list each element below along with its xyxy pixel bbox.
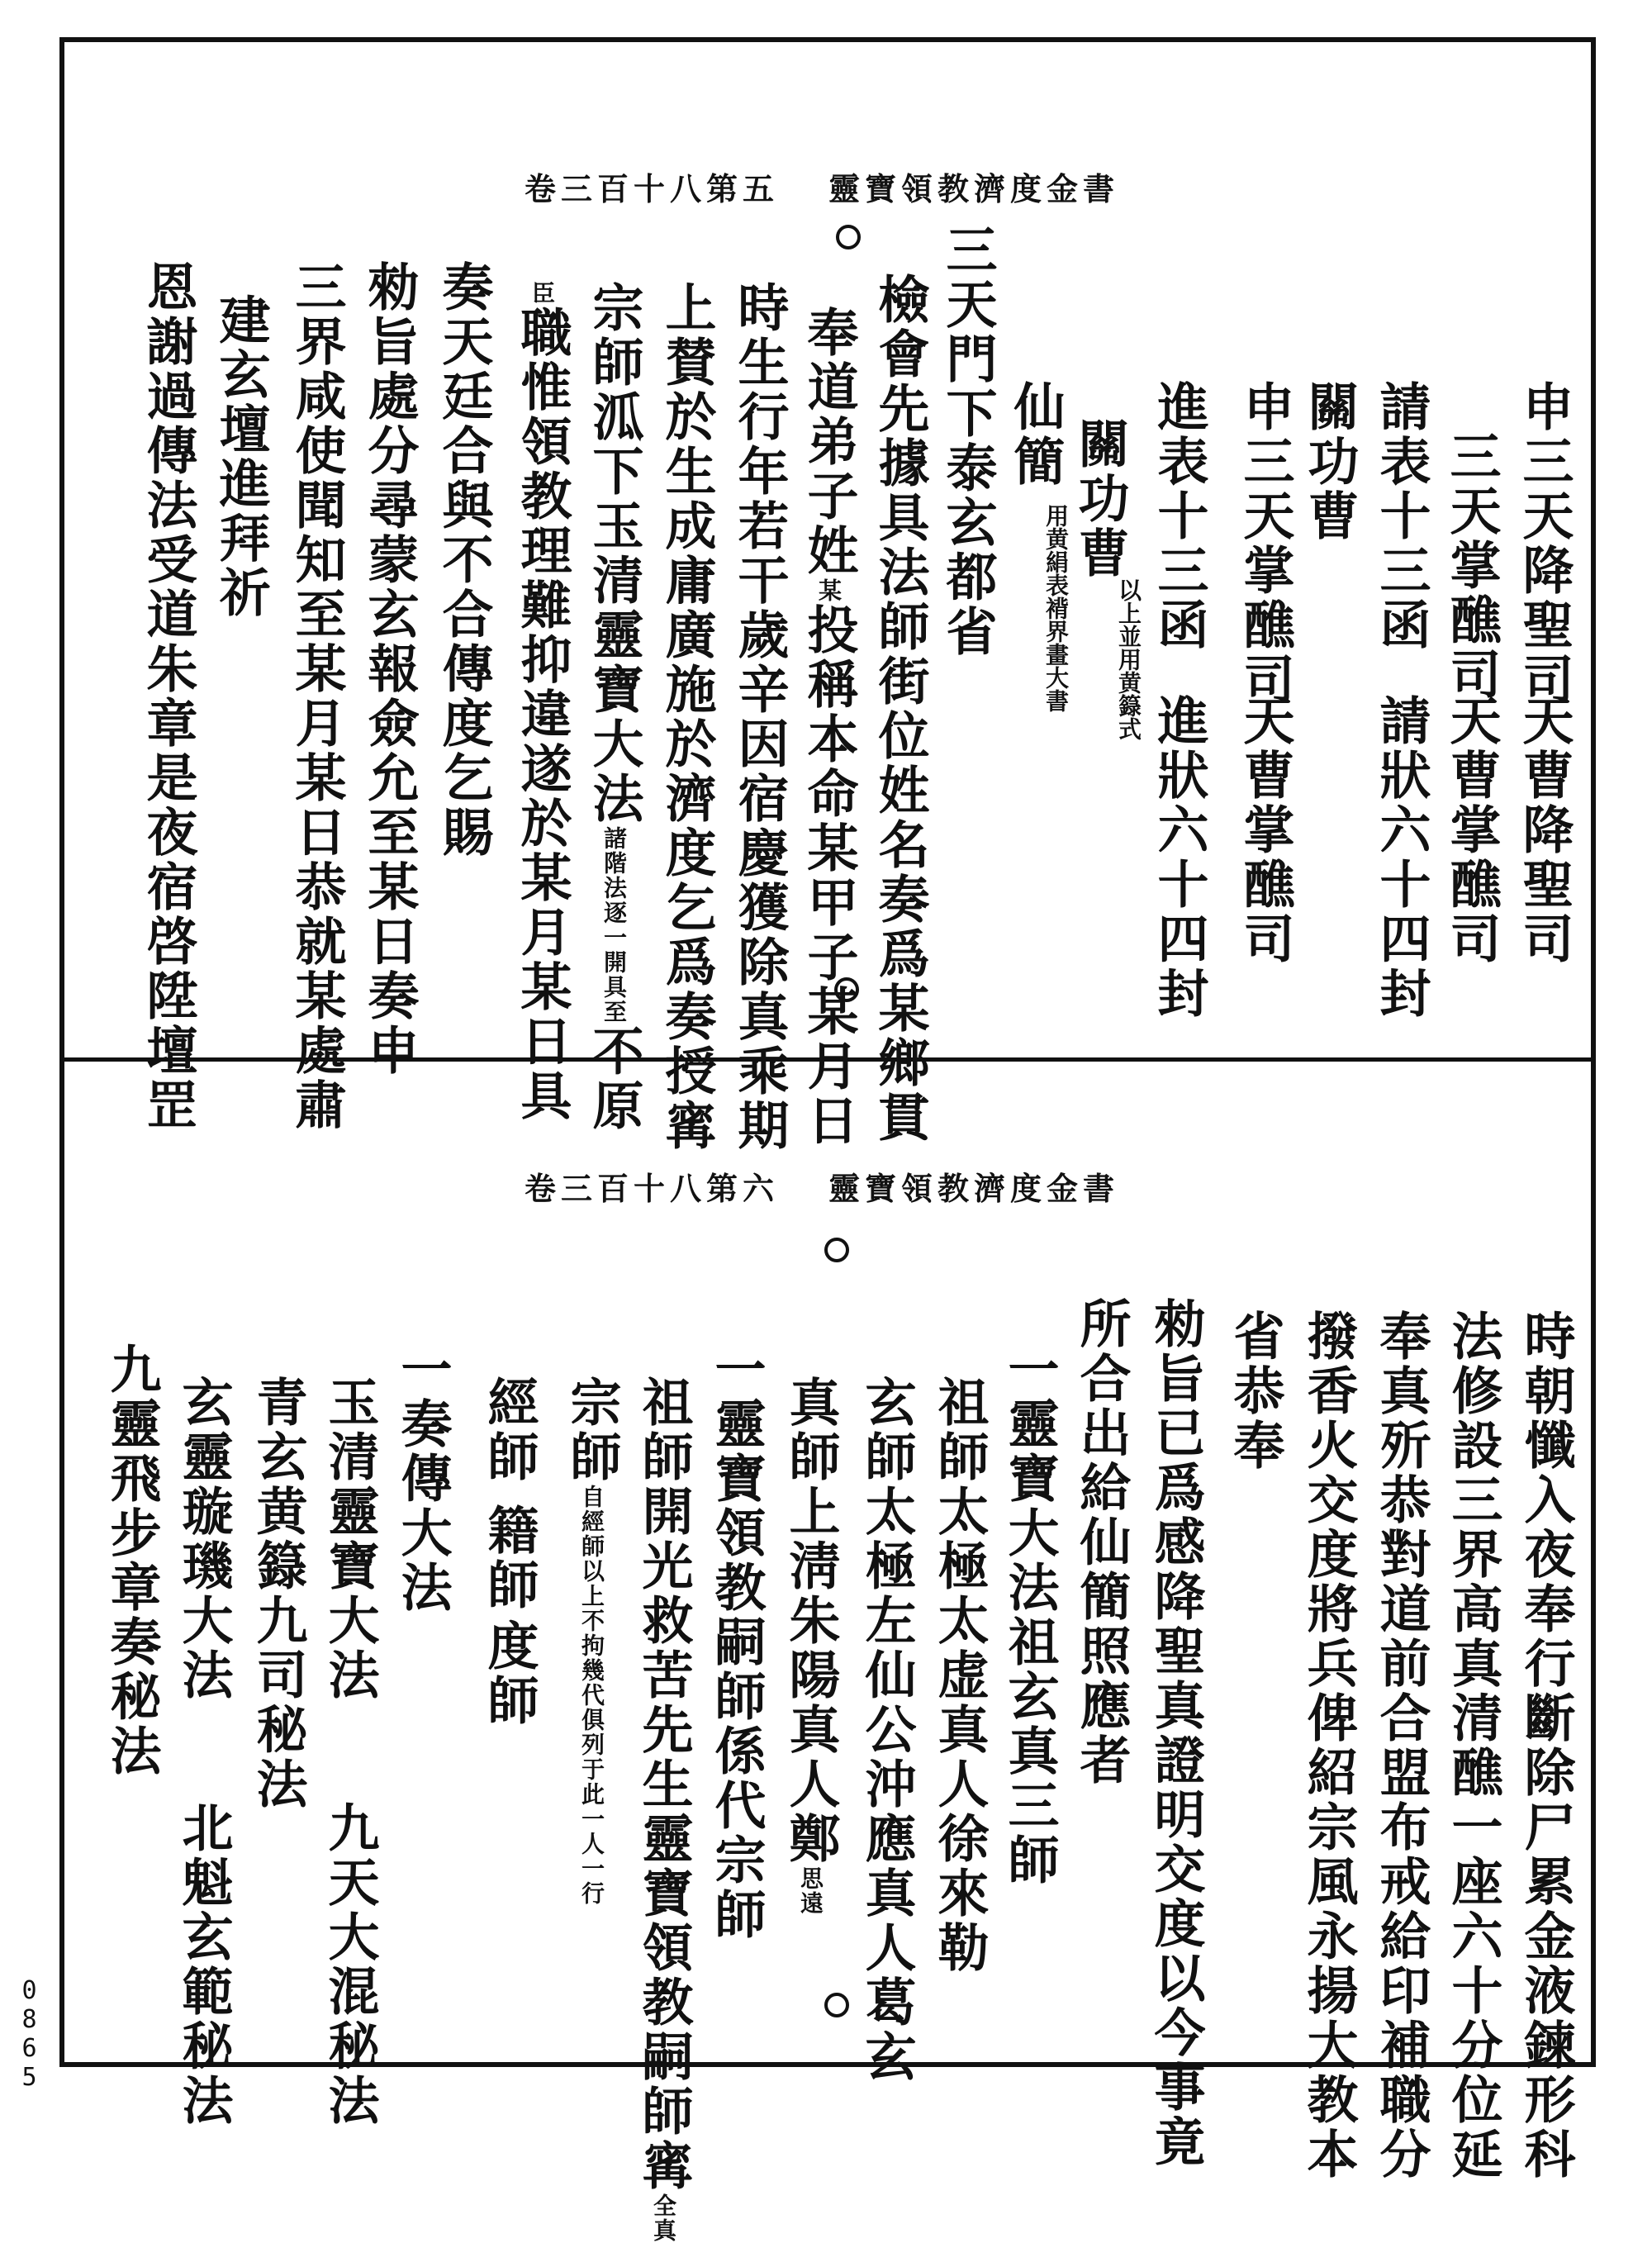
- bottom-column-14: 宗師自經師以上不拘幾代俱列于此一人一行: [562, 1376, 622, 1906]
- top-column-6: 進表十三函: [1149, 380, 1209, 653]
- bottom-column-5: 省恭奉: [1225, 1309, 1285, 1473]
- bottom-column-9: 祖師太極太虚真人徐來勒: [929, 1376, 990, 1975]
- top-column-2: 三天掌醮司: [1441, 430, 1502, 702]
- top-column-9: 三天門下泰玄都省: [938, 223, 998, 659]
- circle-mark: [824, 1993, 849, 2017]
- bottom-column-19: 玄靈璇璣大法: [173, 1376, 234, 1703]
- bottom-column-8: 一靈寶大法祖玄真三師: [999, 1342, 1060, 1888]
- bottom-column-2: 法修設三界高真清醮一座六十分位延: [1443, 1309, 1503, 2182]
- bottom-column-17b: 九天大混秘法: [320, 1801, 380, 2128]
- top-column-3b: 請狀六十四封: [1371, 694, 1431, 1021]
- top-column-13: 上賛於生成庸廣施於濟度乞爲奏授寗: [657, 281, 717, 1153]
- top-column-1b: 天曹降聖司: [1514, 694, 1574, 967]
- bottom-column-7: 所合出給仙簡照應者: [1071, 1297, 1132, 1788]
- bottom-column-17: 玉清靈寶大法: [320, 1376, 380, 1703]
- top-column-7: 關功曹: [1070, 417, 1130, 581]
- bottom-column-3: 奉真歽恭對道前合盟布戒給印補職分: [1371, 1309, 1431, 2182]
- top-column-12: 時生行年若干歲辛因宿慶獲除真乘期: [729, 281, 790, 1153]
- bottom-column-18: 青玄黄籙九司秘法: [248, 1376, 308, 1812]
- bottom-column-13: 祖師開光救苦先生靈寶領教嗣師寗全真: [634, 1376, 694, 2243]
- top-column-15: 臣職惟領教理難抑違遂於某月某日具: [512, 281, 572, 1124]
- bottom-column-20: 九靈飛步章奏秘法: [102, 1342, 162, 1779]
- bottom-column-4: 撥香火交度將兵俾紹宗風永揚大教本: [1298, 1309, 1359, 2182]
- top-header-book: 靈寶領教濟度金書: [828, 170, 1120, 207]
- page-number: 0865: [15, 1976, 44, 2092]
- bottom-column-1: 時朝懺入夜奉行斷除尸累金液鍊形科: [1516, 1309, 1576, 2182]
- top-column-5: 申三天掌醮司: [1235, 380, 1295, 707]
- top-column-19: 建玄壇進拜祈: [211, 293, 271, 620]
- top-column-10: 檢會先據具法師街位姓名奏爲某鄉貫: [870, 273, 930, 1145]
- top-column-4: 關功曹: [1299, 380, 1360, 544]
- bottom-header-volume: 卷三百十八第六: [525, 1170, 780, 1207]
- top-page-header: [525, 164, 1119, 209]
- top-column-11: 奉道弟子姓某投稱本命某甲子某月日: [799, 306, 859, 1148]
- bottom-column-19b: 北魁玄範秘法: [173, 1801, 234, 2128]
- top-column-1: 申三天降聖司: [1514, 380, 1574, 707]
- bottom-column-15: 經師: [479, 1376, 539, 1485]
- bottom-column-15c: 度師: [479, 1619, 539, 1728]
- top-column-18: 三界咸使聞知至某月某日恭就某處肅: [287, 260, 347, 1133]
- bottom-page-header: [525, 1163, 1119, 1209]
- bottom-column-11: 真師上淸朱陽真人鄭思遠: [781, 1376, 841, 1916]
- circle-mark: [836, 225, 861, 249]
- bottom-column-12: 一靈寶領教嗣師係代宗師: [706, 1342, 767, 1942]
- top-column-20: 恩謝過傳法受道朱章是夜宿啓陞壇罡: [138, 260, 198, 1133]
- top-column-2b: 天曹掌醮司: [1441, 694, 1502, 967]
- top-column-14: 宗師泒下玉清靈寶大法諸階法逐一開具至不原: [584, 281, 644, 1133]
- top-header-volume: 卷三百十八第五: [525, 170, 780, 207]
- top-column-8: 仙簡: [1005, 380, 1066, 489]
- top-column-3: 請表十三函: [1371, 380, 1431, 653]
- top-note-7: 以上並用黄籙式: [1115, 578, 1142, 740]
- top-column-16: 奏天廷合與不合傳度乞賜: [434, 260, 494, 860]
- top-note-8: 用黄絹表褙界畫大書: [1042, 504, 1070, 712]
- bottom-column-15b: 籍師: [479, 1504, 539, 1613]
- bottom-header-book: 靈寶領教濟度金書: [828, 1170, 1120, 1207]
- bottom-column-6: 勑旨已爲感降聖真證明交度以今事竟: [1146, 1297, 1206, 2169]
- top-column-17: 勑旨處分尋蒙玄報僉允至某日奏申: [359, 260, 420, 1078]
- bottom-column-16: 一奏傳大法: [392, 1342, 453, 1615]
- top-column-6b: 進狀六十四封: [1149, 694, 1209, 1021]
- circle-mark: [824, 1238, 849, 1262]
- top-column-5b: 天曹掌醮司: [1235, 694, 1295, 967]
- bottom-column-10: 玄師太極左仙公沖應真人葛玄: [857, 1376, 917, 2084]
